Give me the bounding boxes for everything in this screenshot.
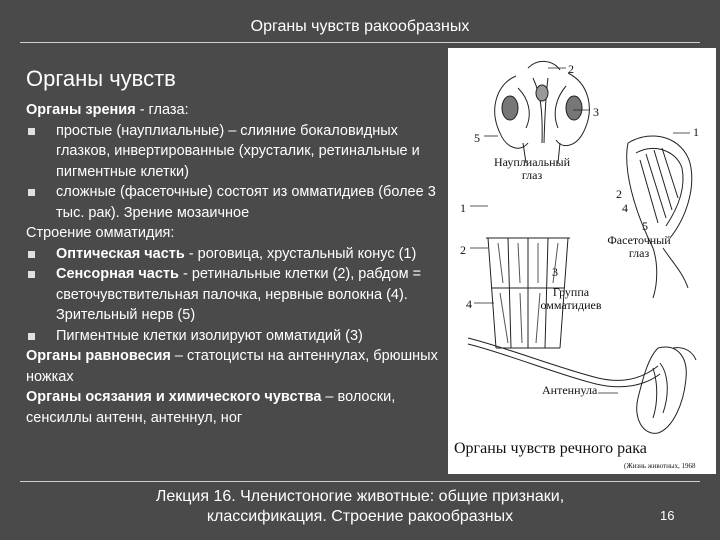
label-5-left: 5: [474, 131, 480, 145]
label-2-top: 2: [568, 62, 574, 76]
optic-bold: Оптическая часть: [56, 245, 185, 262]
label-4-left: 4: [466, 297, 472, 311]
label-4-right: 4: [622, 201, 628, 215]
label-3-top: 3: [593, 105, 599, 119]
bullet-marker: [28, 333, 35, 340]
touch-organs: [26, 387, 446, 428]
label-3-mid: 3: [552, 265, 558, 279]
balance-bold: Органы равновесия: [26, 348, 171, 364]
optic-rest: - роговица, хрустальный конус (1): [184, 245, 417, 262]
slide-body: [26, 100, 446, 428]
figure-drawing: [448, 48, 716, 474]
bullet-simple-eyes: [26, 121, 446, 183]
slide-title: Органы чувств ракообразных: [250, 18, 470, 35]
bullet-marker: [28, 271, 35, 278]
lecture-footer: Лекция 16. Членистоногие животные: общие признаки, классификация. Строение ракообразных: [155, 488, 565, 525]
label-1-left: 1: [460, 201, 466, 215]
bullet-pigment-cells: [26, 326, 446, 347]
vision-heading-bold: Органы зрения: [26, 102, 136, 118]
bullet-compound-eyes-text: сложные (фасеточные) состоят из омматидиев (более 3 тыс. рак). Зрение мозаичное: [56, 184, 436, 221]
crayfish-sense-organs-figure: [448, 48, 716, 474]
touch-bold: Органы осязания и химического чувства: [26, 389, 322, 405]
label-ommatidia-group: Группа омматидиев: [540, 285, 602, 312]
label-2-left: 2: [460, 243, 466, 257]
footer-divider: [20, 481, 700, 482]
bullet-simple-eyes-text: простые (науплиальные) – слияние бокаловидных глазков, инвертированные (хрусталик, ретинальные и пигментные клетки): [56, 122, 420, 180]
label-antennula: Антеннула: [542, 383, 598, 397]
vision-heading-rest: - глаза:: [135, 102, 189, 118]
touch-rest: – волоски, сенсиллы антенн, антеннул, ног: [26, 389, 396, 426]
label-5-right: 5: [642, 219, 648, 233]
bullet-sensory-part: [26, 264, 446, 326]
label-1-right: 1: [693, 125, 699, 139]
section-title: Органы чувств: [26, 66, 176, 91]
balance-rest: – статоцисты на антеннулах, брюшных ножках: [26, 348, 438, 385]
figure-credit: (Жизнь животных, 1968: [624, 462, 696, 470]
ommatidium-heading: Строение омматидия:: [26, 225, 175, 241]
pigment-text: Пигментные клетки изолируют омматидий (3): [56, 327, 363, 344]
figure-caption: Органы чувств речного рака: [454, 440, 647, 457]
sensor-bold: Сенсорная часть: [56, 266, 179, 282]
bullet-marker: [28, 128, 35, 135]
balance-organs: [26, 346, 446, 387]
title-divider-right: [470, 42, 700, 43]
bullet-optic-part: [26, 244, 446, 265]
page-number: 16: [660, 508, 675, 523]
label-nauplial-eye: Науплиальный глаз: [493, 155, 570, 182]
label-facet-eye: Фасеточный глаз: [607, 233, 671, 260]
vision-heading: [26, 100, 446, 121]
sensor-rest: - ретинальные клетки (2), рабдом = светочувствительная палочка, нервные волокна (4). Зрительный нерв (5): [56, 266, 422, 323]
bullet-marker: [28, 251, 35, 258]
title-divider: [20, 42, 470, 43]
bullet-marker: [28, 189, 35, 196]
label-2-right: 2: [616, 187, 622, 201]
bullet-compound-eyes: [26, 182, 446, 223]
